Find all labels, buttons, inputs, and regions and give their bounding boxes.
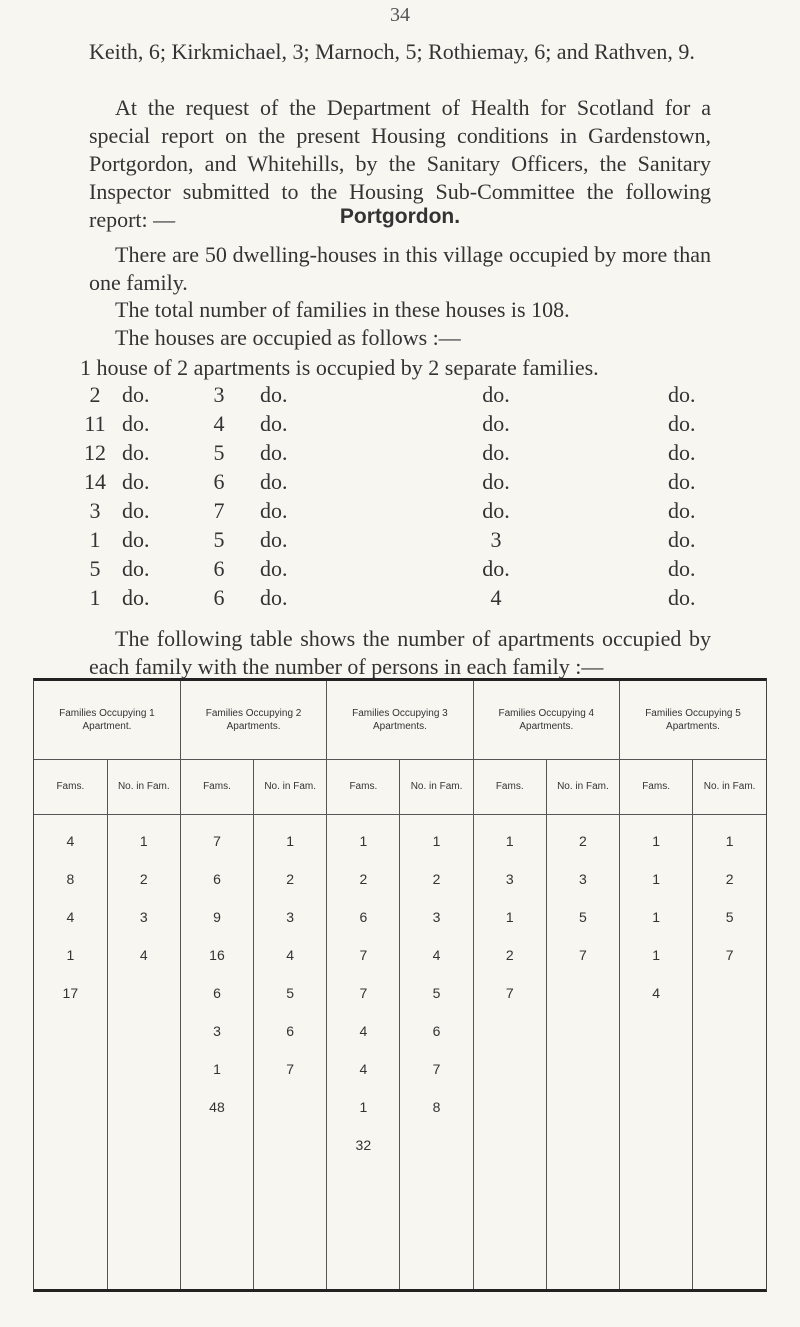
occupancy-cell: 11 [84, 411, 106, 436]
occupancy-cell: 2 [89, 382, 101, 407]
occupancy-cell: do. [122, 440, 150, 465]
occupancy-cell: do. [122, 498, 150, 523]
table-value: 1 [359, 833, 368, 849]
table-value: 5 [286, 985, 295, 1001]
table-column-cell [107, 815, 180, 1290]
table-value: 3 [213, 1023, 221, 1039]
table-value: 1 [652, 909, 660, 925]
table-value: 7 [286, 1061, 295, 1077]
occupancy-cell: do. [668, 411, 696, 436]
table-value: 32 [355, 1137, 372, 1153]
table-column-cell [180, 815, 253, 1290]
table-value: 3 [432, 909, 441, 925]
occupancy-cell: 6 [213, 585, 225, 610]
table-value: 3 [505, 871, 514, 887]
occupancy-cell: 3 [213, 382, 225, 407]
table-value: 2 [579, 833, 587, 849]
table-value: 6 [359, 909, 368, 925]
table-column-cell [473, 815, 546, 1290]
table-value: 7 [432, 1061, 441, 1077]
occupancy-cell: do. [482, 556, 510, 581]
occupancy-row [80, 440, 720, 468]
sub-header-no-in-fam: No. in Fam. [546, 760, 619, 815]
table-value: 7 [213, 833, 221, 849]
occupancy-cell: 3 [89, 498, 101, 523]
occupancy-row [80, 469, 720, 497]
section-heading: Portgordon. [339, 205, 461, 228]
table-value: 8 [66, 871, 75, 887]
table-body-row [34, 815, 766, 1290]
occupancy-cell: do. [122, 556, 150, 581]
occupancy-cell: do. [668, 527, 696, 552]
occupancy-row [80, 498, 720, 526]
occupancy-cell: do. [122, 382, 150, 407]
occupancy-cell: 4 [213, 411, 225, 436]
sub-header-no-in-fam: No. in Fam. [107, 760, 180, 815]
occupancy-row [80, 527, 720, 555]
table-value: 6 [286, 1023, 295, 1039]
table-value: 5 [432, 985, 441, 1001]
sub-header-no-in-fam: No. in Fam. [693, 760, 766, 815]
table-value: 7 [505, 985, 514, 1001]
table-value: 7 [359, 985, 368, 1001]
occupancy-cell: do. [668, 469, 696, 494]
occupancy-cell: do. [668, 585, 696, 610]
occupancy-cell: 5 [213, 440, 225, 465]
sub-header-fams: Fams. [34, 760, 107, 815]
occupancy-row [80, 411, 720, 439]
total-families-line: The total number of families in these houses is 108. [115, 297, 570, 322]
occupancy-row [80, 382, 720, 410]
table-value: 4 [432, 947, 441, 963]
occupancy-cell: 6 [213, 469, 225, 494]
table-intro-paragraph: The following table shows the number of apartments occupied by each family with the number of persons in each family :— [89, 626, 711, 679]
occupancy-cell: 14 [84, 469, 106, 494]
table-value: 6 [213, 985, 221, 1001]
sub-header-fams: Fams. [473, 760, 546, 815]
table-value: 3 [139, 909, 148, 925]
table-value: 8 [432, 1099, 441, 1115]
group-header-4: Families Occupying 4 Apartments. [473, 681, 619, 760]
occupancy-cell: do. [260, 585, 288, 610]
group-header-5: Families Occupying 5 Apartments. [620, 681, 767, 760]
occupancy-cell: do. [482, 382, 510, 407]
group-header-1: Families Occupying 1 Apartment. [34, 681, 180, 760]
table-value: 17 [62, 985, 79, 1001]
occupied-as-follows-line: The houses are occupied as follows :— [115, 325, 461, 350]
table-value: 2 [432, 871, 441, 887]
occupancy-cell: do. [260, 382, 288, 407]
occupancy-first-row: 1 house of 2 apartments is occupied by 2 separate families. [80, 355, 599, 380]
occupancy-cell: 7 [213, 498, 225, 523]
occupancy-cell: 5 [89, 556, 101, 581]
occupancy-cell: do. [482, 498, 510, 523]
table-value: 4 [359, 1061, 368, 1077]
table-value: 1 [432, 833, 441, 849]
group-header-3: Families Occupying 3 Apartments. [327, 681, 473, 760]
table-value: 7 [359, 947, 368, 963]
dwellings-paragraph: There are 50 dwelling-houses in this village occupied by more than one family. [89, 242, 711, 295]
table-value: 7 [579, 947, 587, 963]
table-value: 1 [139, 833, 148, 849]
table-value: 5 [579, 909, 587, 925]
table-value: 3 [286, 909, 295, 925]
occupancy-cell: 5 [213, 527, 225, 552]
page-number: 34 [390, 4, 410, 26]
table-value: 1 [213, 1061, 221, 1077]
table-column-cell [327, 815, 400, 1290]
table-value: 1 [505, 909, 514, 925]
table-value: 4 [286, 947, 295, 963]
table-value: 1 [359, 1099, 368, 1115]
table-value: 6 [213, 871, 221, 887]
occupancy-cell: do. [122, 585, 150, 610]
table-value: 2 [725, 871, 734, 887]
table-value: 9 [213, 909, 221, 925]
table-value: 3 [579, 871, 587, 887]
table-value: 2 [359, 871, 368, 887]
occupancy-cell: do. [122, 469, 150, 494]
intro-paragraph: Keith, 6; Kirkmichael, 3; Marnoch, 5; Rothiemay, 6; and Rathven, 9. [89, 39, 695, 64]
table-value: 16 [209, 947, 225, 963]
occupancy-cell: do. [668, 440, 696, 465]
occupancy-row [80, 556, 720, 584]
occupancy-cell: do. [668, 382, 696, 407]
table-column-cell [693, 815, 766, 1290]
table-value: 2 [505, 947, 514, 963]
occupancy-cell: do. [260, 498, 288, 523]
occupancy-cell: do. [668, 498, 696, 523]
table-column-cell [254, 815, 327, 1290]
table-value: 1 [505, 833, 514, 849]
sub-header-fams: Fams. [180, 760, 253, 815]
table-value: 48 [209, 1099, 225, 1115]
table-value: 1 [66, 947, 75, 963]
occupancy-cell: do. [122, 411, 150, 436]
table-value: 1 [652, 947, 660, 963]
table-value: 1 [725, 833, 734, 849]
table-value: 4 [652, 985, 660, 1001]
occupancy-cell: do. [122, 527, 150, 552]
occupancy-cell: do. [260, 527, 288, 552]
table-value: 7 [725, 947, 734, 963]
sub-header-no-in-fam: No. in Fam. [254, 760, 327, 815]
occupancy-cell: do. [260, 440, 288, 465]
sub-header-no-in-fam: No. in Fam. [400, 760, 473, 815]
occupancy-cell: do. [260, 469, 288, 494]
occupancy-cell: 1 [89, 527, 101, 552]
apartments-table [33, 678, 767, 1292]
occupancy-cell: 4 [490, 585, 502, 610]
occupancy-cell: do. [482, 469, 510, 494]
occupancy-cell: do. [260, 556, 288, 581]
occupancy-cell: 6 [213, 556, 225, 581]
occupancy-cell: 3 [490, 527, 502, 552]
occupancy-cell: do. [482, 440, 510, 465]
table-value: 1 [652, 833, 660, 849]
table-value: 1 [286, 833, 295, 849]
table-column-cell [620, 815, 693, 1290]
table-value: 1 [652, 871, 660, 887]
sub-header-fams: Fams. [620, 760, 693, 815]
table-value: 4 [66, 833, 75, 849]
occupancy-cell: 12 [84, 440, 106, 465]
occupancy-cell: do. [668, 556, 696, 581]
table-column-cell [400, 815, 473, 1290]
table-column-cell [546, 815, 619, 1290]
group-header-2: Families Occupying 2 Apartments. [180, 681, 326, 760]
table-value: 2 [286, 871, 295, 887]
table-column-cell [34, 815, 107, 1290]
occupancy-cell: do. [482, 411, 510, 436]
request-paragraph: At the request of the Department of Health for Scotland for a special report on the present Housing conditions in Gardenstown, Portgordon, and Whitehills, by the Sanitary Officers, the Sanitary Inspector submitted to the Housing Sub-Committee the following report: — [89, 95, 711, 232]
occupancy-cell: 1 [89, 585, 101, 610]
table-value: 5 [725, 909, 734, 925]
occupancy-cell: do. [260, 411, 288, 436]
table-value: 4 [139, 947, 148, 963]
sub-header-fams: Fams. [327, 760, 400, 815]
table-value: 4 [66, 909, 75, 925]
table-value: 2 [139, 871, 148, 887]
table-value: 6 [432, 1023, 441, 1039]
table-value: 4 [359, 1023, 368, 1039]
occupancy-row [80, 585, 720, 613]
